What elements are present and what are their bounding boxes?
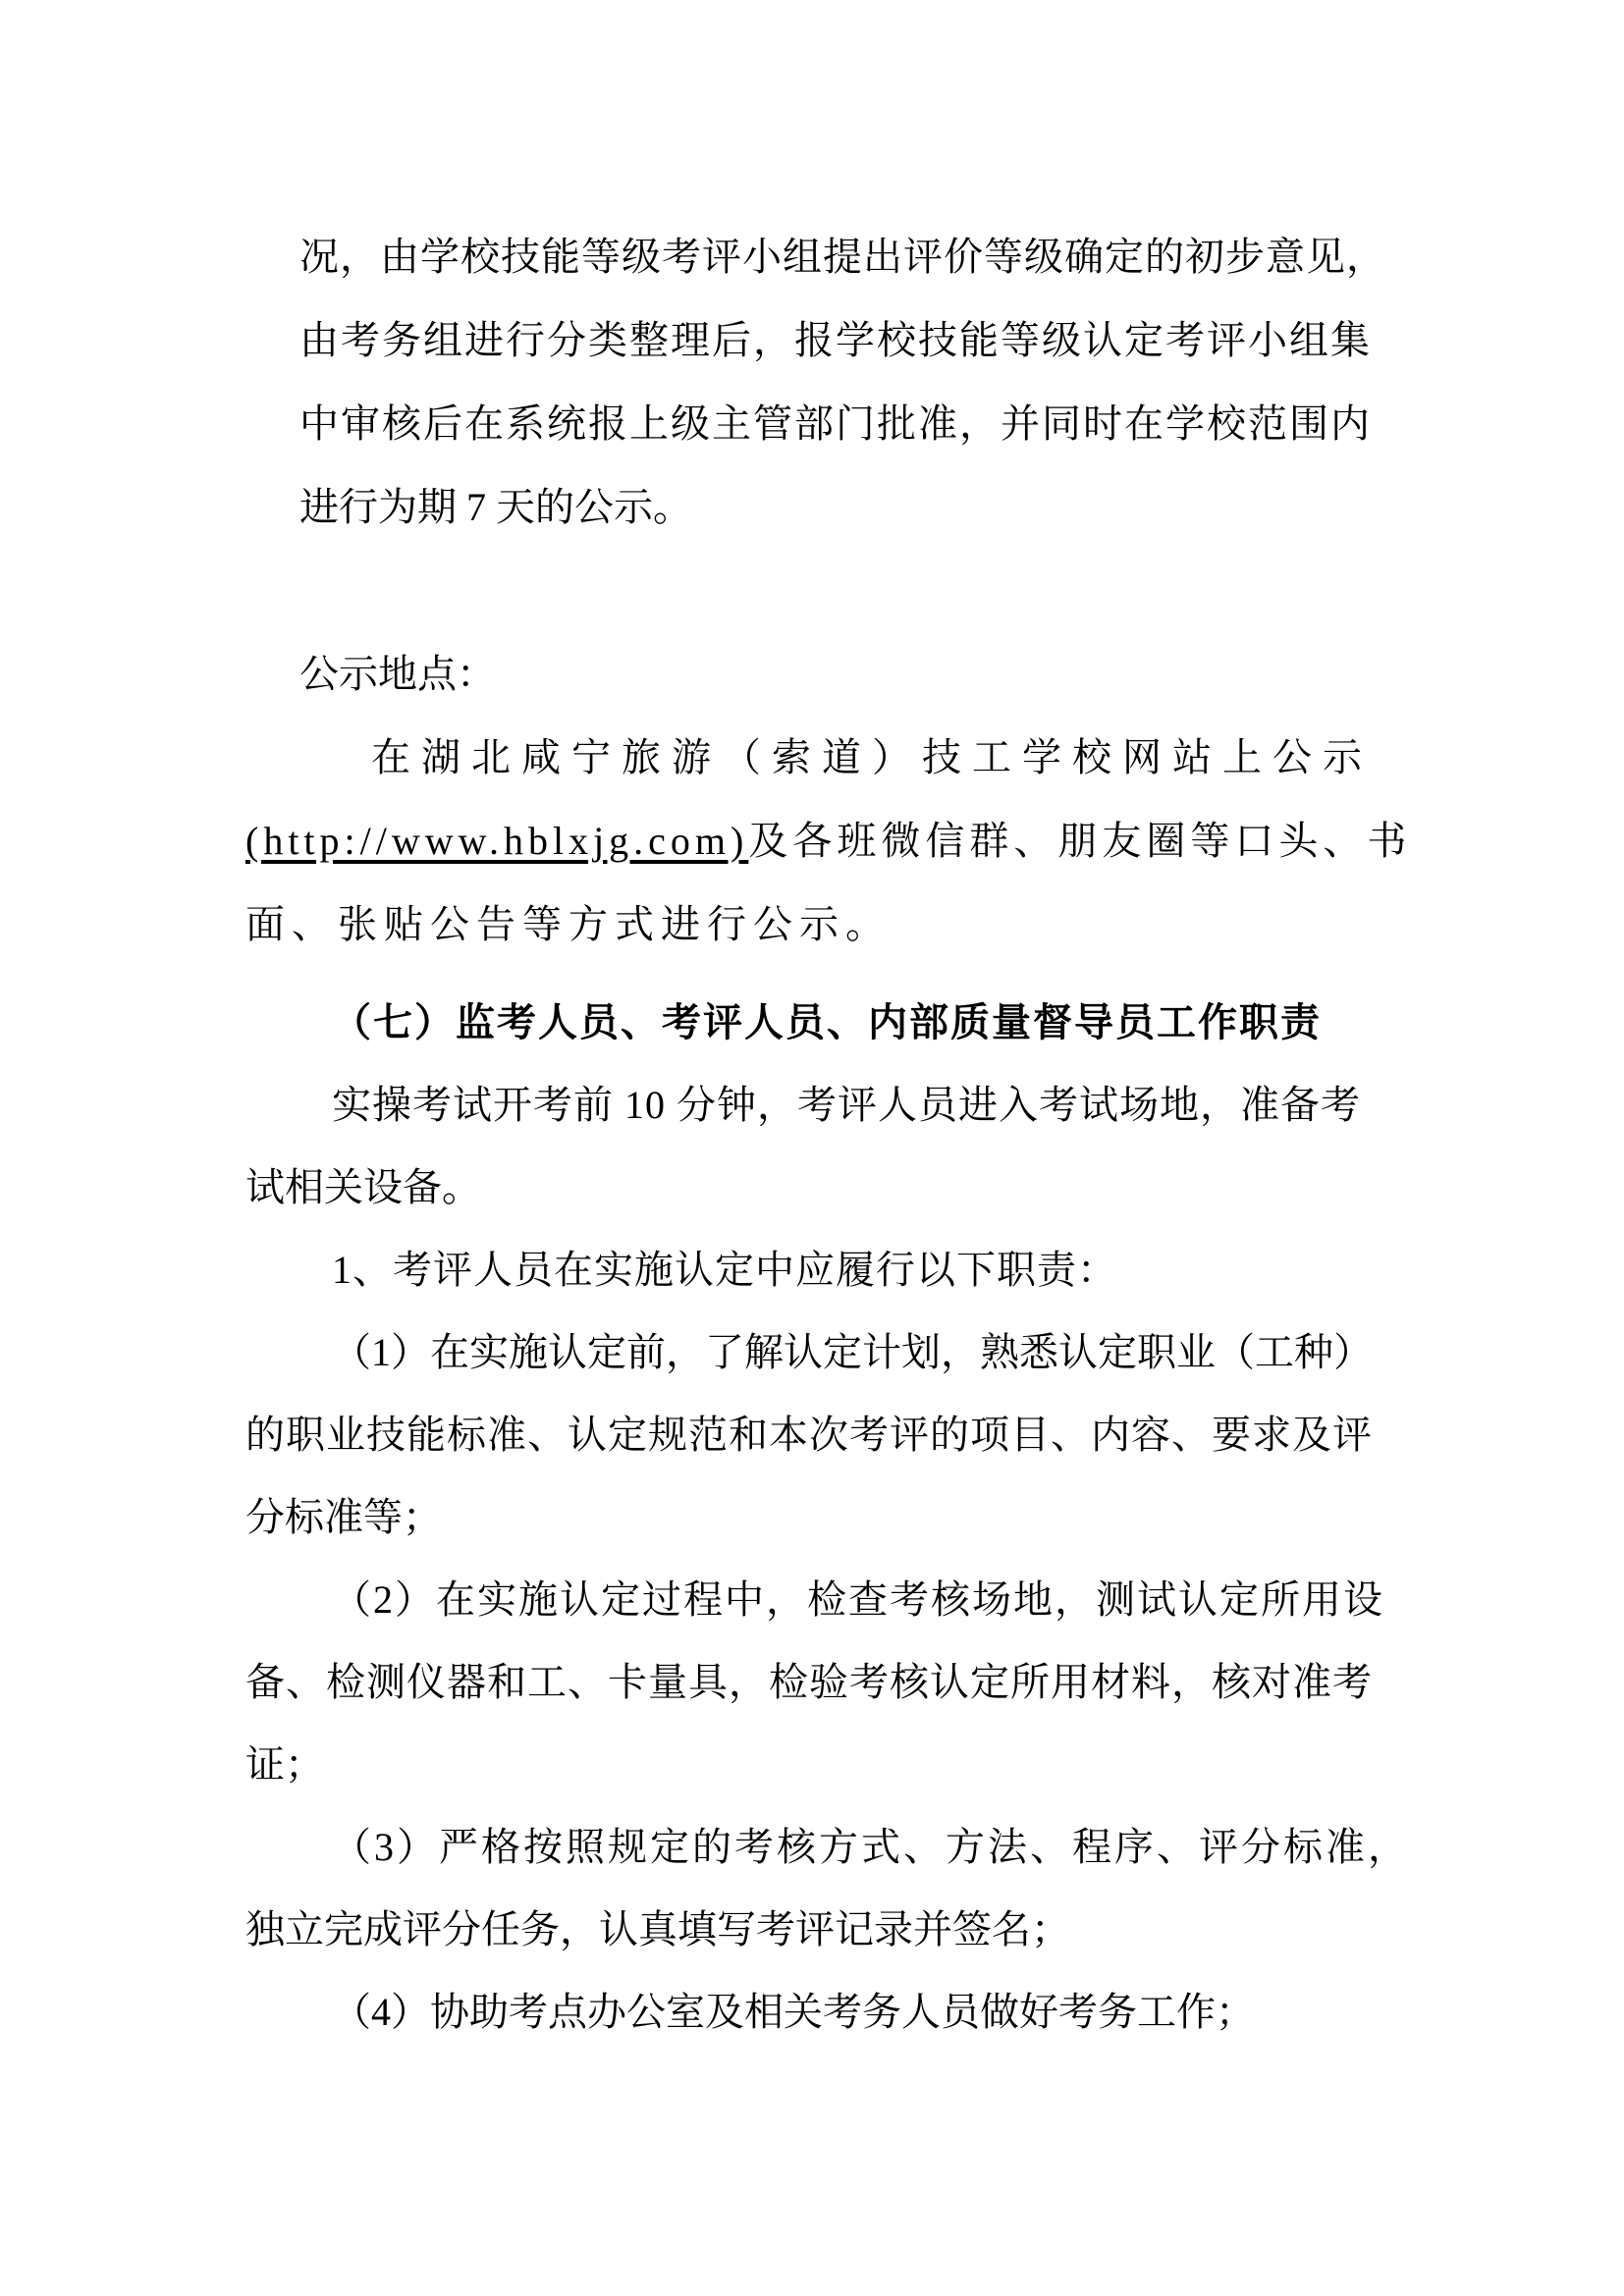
text-run: 分标准等； — [245, 1495, 442, 1539]
text-run: 的职业技能标准、认定规范和本次考评的项目、内容、要求及评 — [245, 1413, 1373, 1457]
item1-sub3-line2 — [245, 1908, 1070, 1951]
text-run: 公示地点： — [299, 652, 496, 696]
paragraph1-line3 — [299, 402, 1372, 446]
text-run: 在湖北咸宁旅游（索道）技工学校网站上公示 — [371, 735, 1373, 779]
text-run: 面、张贴公告等方式进行公示。 — [245, 902, 892, 946]
item1-sub4-line1 — [332, 1991, 1255, 2034]
item1-sub2-line2 — [245, 1661, 1373, 1704]
paragraph3-line1 — [332, 1084, 1361, 1127]
text-run: 进行为期 7 天的公示。 — [299, 485, 692, 529]
text-run: 中审核后在系统报上级主管部门批准，并同时在学校范围内 — [299, 401, 1372, 446]
paragraph1-line1 — [299, 236, 1386, 279]
text-run: （3）严格按照规定的考核方式、方法、程序、评分标准， — [332, 1825, 1410, 1869]
paragraph2-line1 — [371, 736, 1373, 779]
text-run: 况，由学校技能等级考评小组提出评价等级确定的初步意见， — [299, 235, 1386, 279]
item1-sub1-line2 — [245, 1414, 1373, 1457]
hyperlink-url[interactable]: (http://www.hblxjg.com) — [245, 819, 749, 863]
text-run: 证； — [245, 1742, 324, 1787]
text-run: 实操考试开考前 10 分钟，考评人员进入考试场地，准备考 — [332, 1083, 1361, 1127]
text-run: （2）在实施认定过程中，检查考核场地，测试认定所用设 — [332, 1577, 1384, 1622]
text-run: （七）监考人员、考评人员、内部质量督导员工作职责 — [332, 1000, 1322, 1044]
text-run: 及各班微信群、朋友圈等口头、书 — [748, 819, 1412, 863]
publicity-location-label — [299, 653, 496, 696]
item1-sub1-line3 — [245, 1496, 442, 1539]
item1-sub2-line1 — [332, 1578, 1384, 1622]
paragraph2-line2 — [245, 820, 1411, 863]
text-run: 1、考评人员在实施认定中应履行以下职责： — [332, 1248, 1117, 1292]
text-run: 由考务组进行分类整理后，报学校技能等级认定考评小组集 — [299, 318, 1372, 362]
item1-sub1-line1 — [332, 1331, 1373, 1374]
paragraph2-line3 — [245, 903, 892, 946]
text-run: （1）在实施认定前，了解认定计划，熟悉认定职业（工种） — [332, 1330, 1373, 1374]
text-run: 独立完成评分任务，认真填写考评记录并签名； — [245, 1907, 1070, 1951]
section-heading — [332, 1001, 1322, 1044]
text-run: （4）协助考点办公室及相关考务人员做好考务工作； — [332, 1990, 1255, 2034]
paragraph3-line2 — [245, 1166, 481, 1209]
text-run: 备、检测仪器和工、卡量具，检验考核认定所用材料，核对准考 — [245, 1660, 1373, 1704]
item1-sub3-line1 — [332, 1826, 1410, 1869]
item1-heading — [332, 1249, 1117, 1292]
paragraph1-line4 — [299, 486, 692, 529]
paragraph1-line2 — [299, 319, 1372, 362]
text-run: 试相关设备。 — [245, 1165, 481, 1209]
item1-sub2-line3 — [245, 1743, 324, 1787]
